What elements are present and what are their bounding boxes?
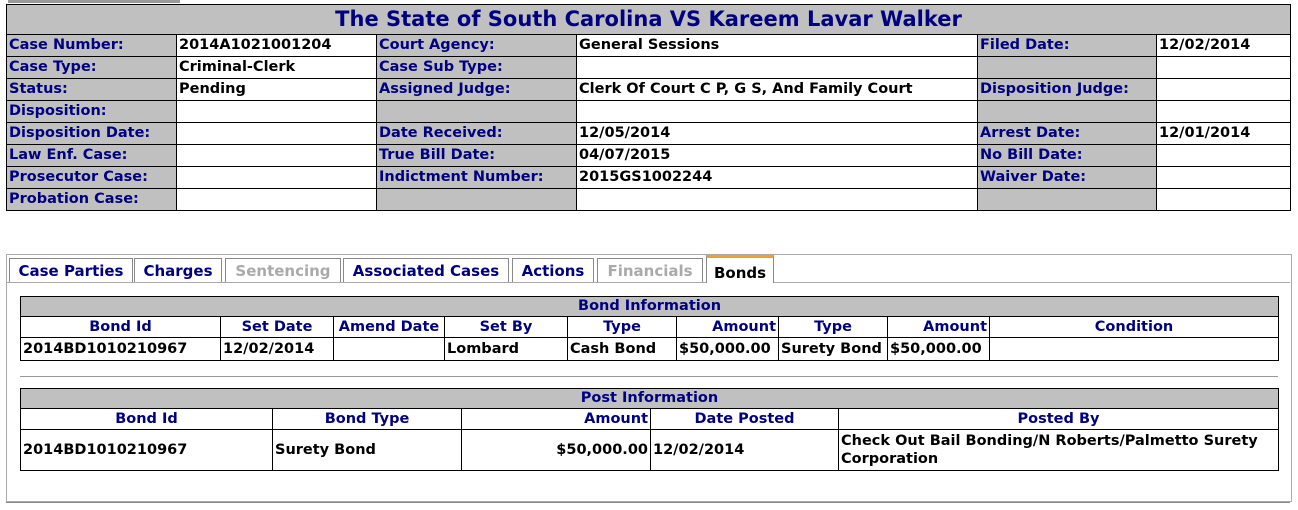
tab-case-parties[interactable]: Case Parties — [9, 258, 133, 282]
case-row — [7, 167, 1291, 189]
bond-cell: $50,000.00 — [888, 338, 990, 361]
bond-cell: $50,000.00 — [677, 338, 779, 361]
case-field-label: Disposition Date: — [7, 123, 177, 145]
case-title: The State of South Carolina VS Kareem Lavar Walker — [7, 5, 1291, 35]
bond-cell — [990, 338, 1279, 361]
post-information-title: Post Information — [21, 389, 1279, 409]
post-cell: Surety Bond — [273, 430, 462, 471]
bond-column-header: Amount — [677, 317, 779, 338]
case-row — [7, 35, 1291, 57]
case-field-value — [1157, 57, 1291, 79]
post-information-table — [20, 388, 1279, 471]
post-column-header: Bond Type — [273, 409, 462, 430]
bond-cell: Lombard — [445, 338, 568, 361]
bond-column-header: Amount — [888, 317, 990, 338]
case-field-value: Pending — [177, 79, 377, 101]
post-column-header: Date Posted — [651, 409, 839, 430]
bond-cell: Surety Bond — [779, 338, 888, 361]
section-divider — [20, 376, 1278, 377]
case-field-value: 12/05/2014 — [577, 123, 978, 145]
case-field-label: Assigned Judge: — [377, 79, 577, 101]
bottom-divider — [6, 502, 1290, 503]
bond-column-header: Type — [779, 317, 888, 338]
case-row — [7, 145, 1291, 167]
bond-cell — [334, 338, 445, 361]
bond-column-header: Set Date — [221, 317, 334, 338]
case-field-label: Disposition Judge: — [978, 79, 1157, 101]
case-row — [7, 101, 1291, 123]
case-row — [7, 189, 1291, 211]
case-field-label: Law Enf. Case: — [7, 145, 177, 167]
case-field-label — [377, 101, 577, 123]
case-field-label: Case Number: — [7, 35, 177, 57]
tab-financials: Financials — [597, 258, 703, 282]
post-column-header: Posted By — [839, 409, 1279, 430]
tab-associated-cases[interactable]: Associated Cases — [343, 258, 509, 282]
bond-information-title: Bond Information — [21, 297, 1279, 317]
tab-sentencing: Sentencing — [225, 258, 341, 282]
case-field-label: Disposition: — [7, 101, 177, 123]
case-field-value — [1157, 101, 1291, 123]
case-field-value — [1157, 189, 1291, 211]
case-field-value: 12/02/2014 — [1157, 35, 1291, 57]
case-field-value: 12/01/2014 — [1157, 123, 1291, 145]
case-field-label: Date Received: — [377, 123, 577, 145]
case-field-label: Probation Case: — [7, 189, 177, 211]
case-field-value — [177, 123, 377, 145]
bond-row — [21, 338, 1279, 361]
case-field-label — [377, 189, 577, 211]
case-field-label: Case Sub Type: — [377, 57, 577, 79]
case-field-value: Criminal-Clerk — [177, 57, 377, 79]
case-field-label: Court Agency: — [377, 35, 577, 57]
post-row — [21, 430, 1279, 471]
case-field-value — [1157, 79, 1291, 101]
bond-cell: 2014BD1010210967 — [21, 338, 221, 361]
case-field-value: 2015GS1002244 — [577, 167, 978, 189]
case-field-value — [177, 101, 377, 123]
case-field-label: Indictment Number: — [377, 167, 577, 189]
case-row — [7, 57, 1291, 79]
bond-column-header: Set By — [445, 317, 568, 338]
case-field-value: 04/07/2015 — [577, 145, 978, 167]
case-field-value: Clerk Of Court C P, G S, And Family Court — [577, 79, 978, 101]
case-field-value — [577, 101, 978, 123]
case-field-label — [978, 57, 1157, 79]
case-field-value — [177, 167, 377, 189]
post-header-row — [21, 409, 1279, 430]
case-field-label — [978, 101, 1157, 123]
bond-column-header: Bond Id — [21, 317, 221, 338]
bond-cell: 12/02/2014 — [221, 338, 334, 361]
post-cell: 12/02/2014 — [651, 430, 839, 471]
case-field-value — [577, 189, 978, 211]
bond-column-header: Condition — [990, 317, 1279, 338]
case-field-label: Waiver Date: — [978, 167, 1157, 189]
bond-cell: Cash Bond — [568, 338, 677, 361]
case-row — [7, 79, 1291, 101]
case-field-value — [177, 145, 377, 167]
case-info-table — [6, 4, 1291, 211]
bond-column-header: Amend Date — [334, 317, 445, 338]
case-row — [7, 123, 1291, 145]
case-field-label: Status: — [7, 79, 177, 101]
case-field-label: Arrest Date: — [978, 123, 1157, 145]
post-cell: 2014BD1010210967 — [21, 430, 273, 471]
post-column-header: Bond Id — [21, 409, 273, 430]
bond-header-row — [21, 317, 1279, 338]
top-accent-line — [8, 0, 180, 3]
tab-bonds[interactable]: Bonds — [706, 255, 774, 283]
case-field-value — [577, 57, 978, 79]
case-field-value — [1157, 145, 1291, 167]
case-field-label: Case Type: — [7, 57, 177, 79]
post-cell: $50,000.00 — [462, 430, 651, 471]
case-field-label: No Bill Date: — [978, 145, 1157, 167]
case-field-label: Filed Date: — [978, 35, 1157, 57]
case-field-label: True Bill Date: — [377, 145, 577, 167]
bond-column-header: Type — [568, 317, 677, 338]
case-field-value — [1157, 167, 1291, 189]
tab-actions[interactable]: Actions — [512, 258, 594, 282]
case-field-value — [177, 189, 377, 211]
bond-information-table — [20, 296, 1279, 361]
tab-charges[interactable]: Charges — [134, 258, 222, 282]
case-field-label — [978, 189, 1157, 211]
case-field-value: 2014A1021001204 — [177, 35, 377, 57]
post-column-header: Amount — [462, 409, 651, 430]
case-field-label: Prosecutor Case: — [7, 167, 177, 189]
case-field-value: General Sessions — [577, 35, 978, 57]
post-cell: Check Out Bail Bonding/N Roberts/Palmetto Surety Corporation — [839, 430, 1279, 471]
